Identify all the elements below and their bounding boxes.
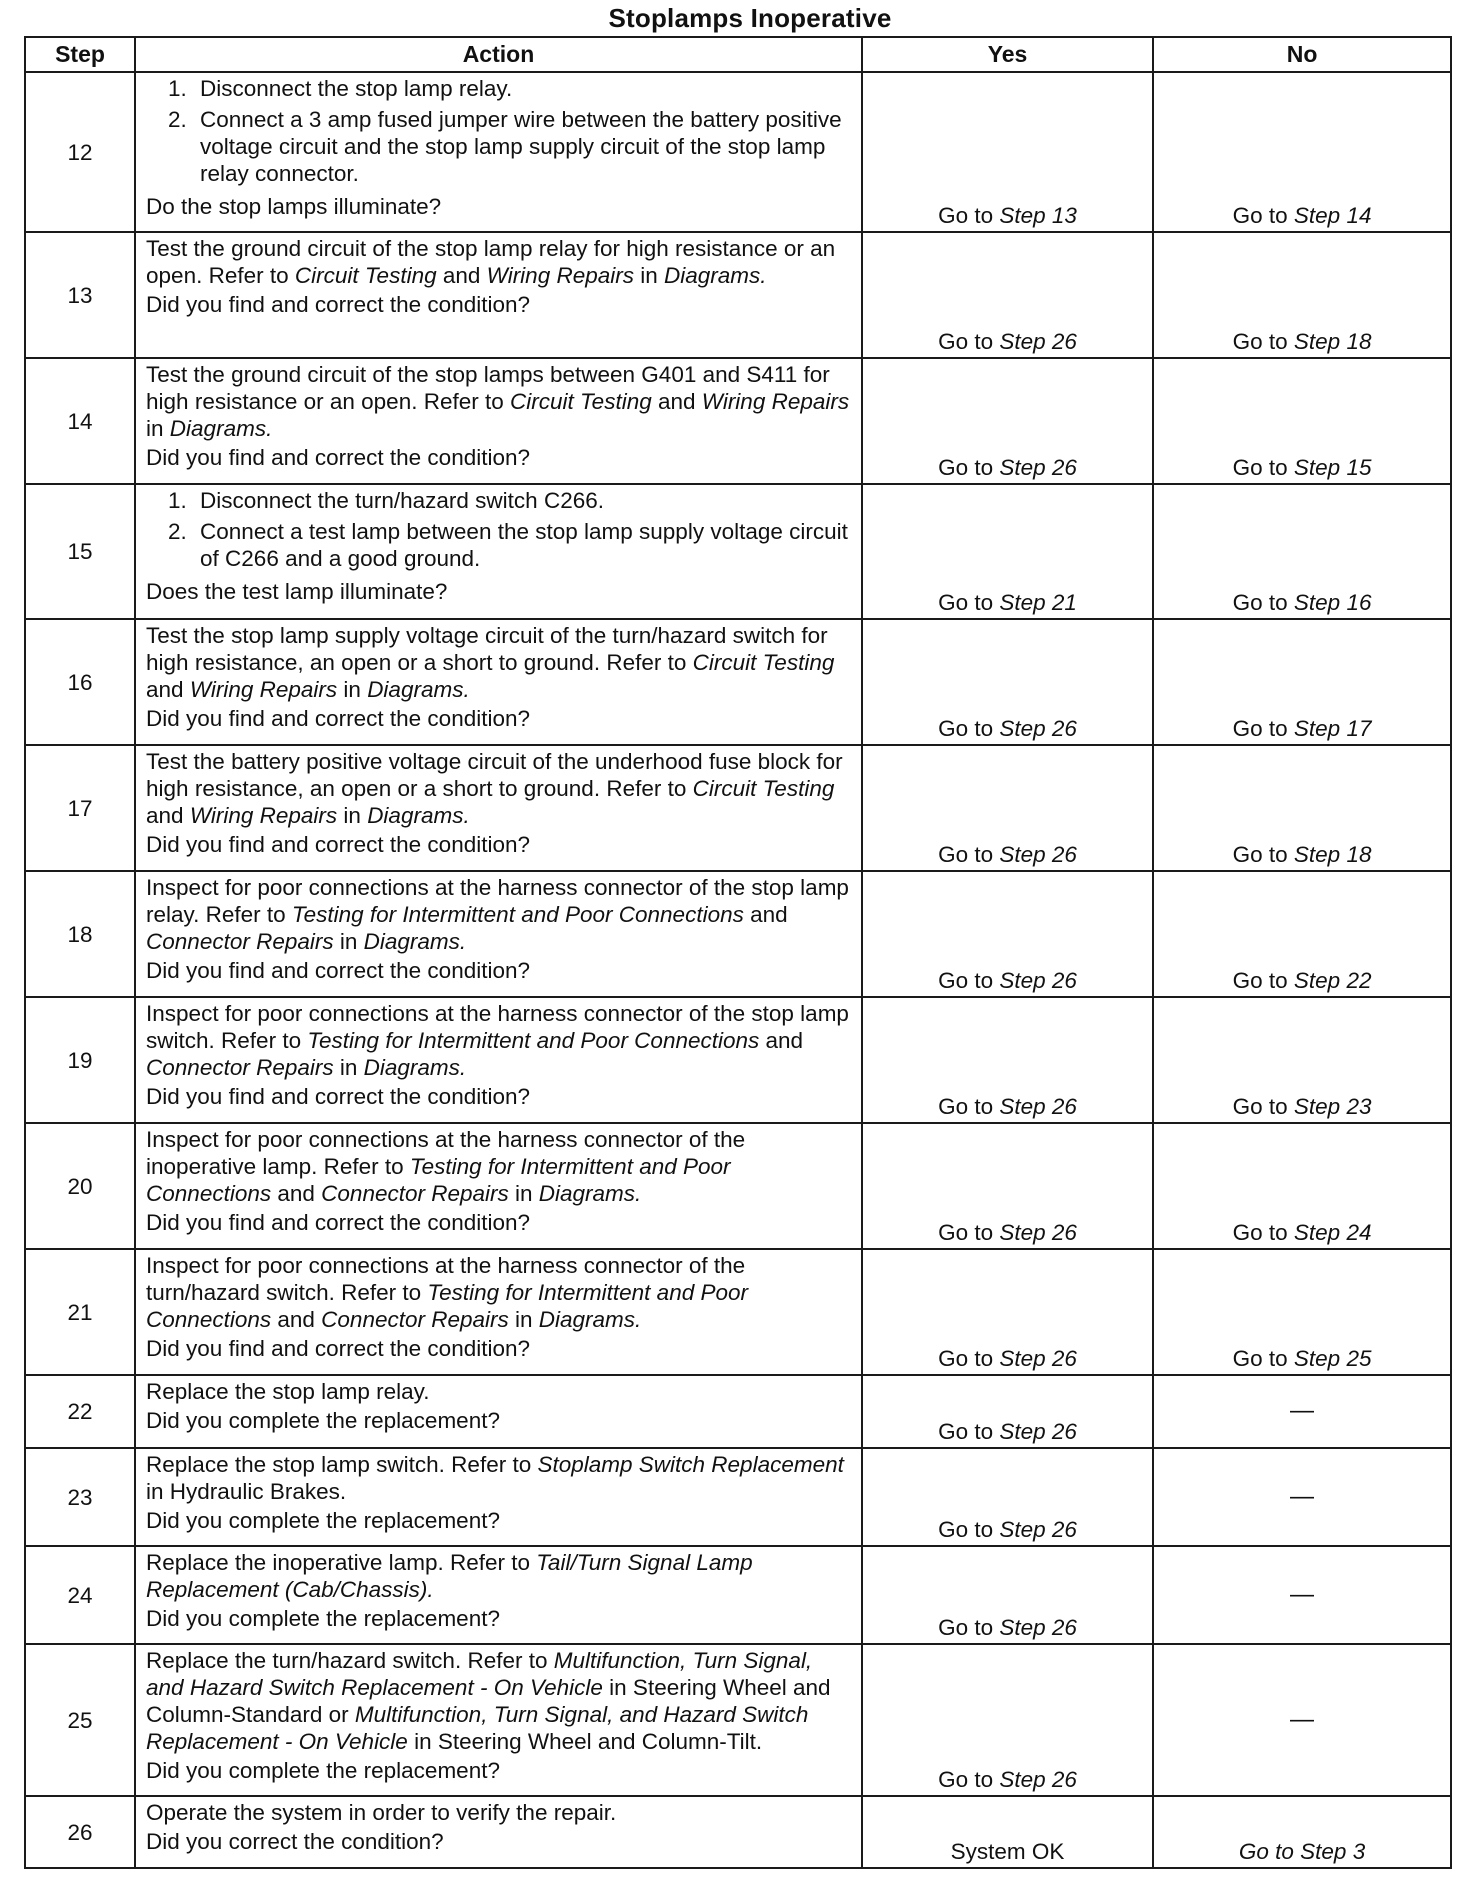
text-run: Go to (938, 1346, 1000, 1371)
text-run: in (634, 263, 665, 288)
step-number: 18 (25, 871, 135, 997)
text-run: in (508, 1307, 539, 1332)
text-run: Go to (1232, 455, 1294, 480)
italic-reference: Diagrams. (367, 677, 470, 702)
text-run: Go to (938, 1615, 1000, 1640)
instruction-text (146, 1000, 853, 1081)
text-run: and (146, 803, 190, 828)
instruction-text (146, 748, 853, 829)
yes-result (862, 1546, 1153, 1644)
step-number: 22 (25, 1375, 135, 1448)
italic-reference: Go to Step 3 (1238, 1839, 1366, 1864)
text-run: Go to (938, 1517, 1000, 1542)
table-row (25, 1375, 1451, 1448)
italic-reference: Step 25 (1293, 1346, 1372, 1371)
text-run: in Steering Wheel and Column-Standard or (146, 1675, 831, 1727)
italic-reference: Testing for Intermittent and Poor Connections (291, 902, 744, 927)
text-run: Replace the inoperative lamp. Refer to (146, 1550, 537, 1575)
instruction-text (200, 106, 853, 187)
no-result (1153, 871, 1451, 997)
text-run: in (337, 803, 368, 828)
italic-reference: Circuit Testing (692, 776, 835, 801)
text-run: in Steering Wheel and Column-Tilt. (407, 1729, 763, 1754)
action-cell (135, 1546, 862, 1644)
question-text: Does the test lamp illuminate? (146, 579, 448, 604)
text-run: Go to (1232, 842, 1294, 867)
yes-result (862, 619, 1153, 745)
page-title: Stoplamps Inoperative (608, 3, 892, 33)
italic-reference: Step 26 (999, 1346, 1077, 1371)
italic-reference: Step 13 (999, 203, 1077, 228)
instruction-text (146, 622, 853, 703)
italic-reference: Diagrams. (169, 416, 273, 441)
text-run: Inspect for poor connections at the harness connector of the stop lamp relay. Refer to (146, 875, 849, 927)
no-result (1153, 1123, 1451, 1249)
instruction-number: 2. (168, 519, 187, 544)
action-content (146, 874, 853, 984)
text-run: Go to (938, 455, 1000, 480)
instruction-text (146, 1378, 853, 1405)
text-run: Inspect for poor connections at the harness connector of the inoperative lamp. Refer to (146, 1127, 746, 1179)
italic-reference: Step 16 (1293, 590, 1372, 615)
action-content (146, 622, 853, 732)
italic-reference: Connector Repairs (146, 1055, 334, 1080)
step-number: 25 (25, 1644, 135, 1796)
italic-reference: Diagrams. (538, 1307, 642, 1332)
column-header-no: No (1153, 37, 1451, 72)
italic-reference: Wiring Repairs (701, 389, 850, 414)
italic-reference: Step 18 (1293, 329, 1372, 354)
step-number: 15 (25, 484, 135, 619)
italic-reference: Step 17 (1293, 716, 1372, 741)
action-content (146, 1252, 853, 1362)
no-result (1153, 1796, 1451, 1868)
text-run: in (333, 1055, 364, 1080)
action-cell (135, 358, 862, 484)
text-run: Replace the stop lamp relay. (146, 1379, 430, 1404)
instruction-text (146, 1451, 853, 1505)
text-run: and (146, 677, 190, 702)
text-run: Go to (1232, 1220, 1294, 1245)
text-run: Disconnect the stop lamp relay. (200, 76, 513, 101)
question-text: Did you correct the condition? (146, 1829, 444, 1854)
question-text: Did you complete the replacement? (146, 1758, 500, 1783)
text-run: and (271, 1307, 322, 1332)
text-run: Go to (938, 1220, 1000, 1245)
italic-reference: Wiring Repairs (189, 677, 338, 702)
text-run: Disconnect the turn/hazard switch C266. (200, 488, 604, 513)
italic-reference: Step 23 (1293, 1094, 1372, 1119)
no-result (1153, 1644, 1451, 1796)
text-run: Inspect for poor connections at the harness connector of the turn/hazard switch. Refer to (146, 1253, 746, 1305)
action-cell (135, 745, 862, 871)
step-number: 23 (25, 1448, 135, 1546)
italic-reference: Step 26 (999, 329, 1077, 354)
text-run: and (743, 902, 788, 927)
column-header-yes: Yes (862, 37, 1153, 72)
italic-reference: Step 26 (999, 1419, 1077, 1444)
text-run: in (508, 1181, 539, 1206)
italic-reference: Step 26 (999, 1517, 1077, 1542)
italic-reference: Testing for Intermittent and Poor Connections (307, 1028, 760, 1053)
italic-reference: Connector Repairs (321, 1181, 509, 1206)
italic-reference: Step 26 (999, 455, 1077, 480)
italic-reference: Step 14 (1293, 203, 1372, 228)
table-row (25, 1796, 1451, 1868)
question-text: Did you find and correct the condition? (146, 958, 531, 983)
instruction-number: 2. (168, 107, 187, 132)
instruction-text (146, 1799, 853, 1826)
italic-reference: Step 26 (999, 716, 1077, 741)
text-run: Go to (1232, 329, 1294, 354)
italic-reference: Diagrams. (367, 803, 470, 828)
text-run: System OK (950, 1839, 1065, 1864)
instruction-text (200, 518, 853, 572)
table-body (25, 72, 1451, 1868)
italic-reference: Diagrams. (538, 1181, 642, 1206)
italic-reference: Wiring Repairs (486, 263, 634, 288)
text-run: Replace the turn/hazard switch. Refer to (146, 1648, 554, 1673)
action-cell (135, 1796, 862, 1868)
diagnostic-table (24, 36, 1452, 1869)
action-content (146, 75, 853, 220)
italic-reference: Step 18 (1293, 842, 1372, 867)
table-row (25, 997, 1451, 1123)
step-number: 13 (25, 232, 135, 358)
text-run: Go to (938, 1767, 1000, 1792)
instruction-text (200, 75, 853, 102)
numbered-instruction (146, 75, 853, 102)
italic-reference: Diagrams. (363, 1055, 467, 1080)
italic-reference: Step 24 (1293, 1220, 1372, 1245)
text-run: Go to (938, 590, 1000, 615)
italic-reference: Multifunction, Turn Signal, and Hazard Switch Replacement - On Vehicle (146, 1648, 813, 1700)
text-run: Go to (938, 842, 1000, 867)
yes-result (862, 358, 1153, 484)
text-run: Test the ground circuit of the stop lamp relay for high resistance or an open. Refer to (146, 236, 836, 288)
italic-reference: Multifunction, Turn Signal, and Hazard Switch Replacement - On Vehicle (146, 1702, 809, 1754)
action-content (146, 1647, 853, 1784)
action-content (146, 1126, 853, 1236)
numbered-instruction (146, 487, 853, 514)
step-number: 17 (25, 745, 135, 871)
italic-reference: Wiring Repairs (189, 803, 338, 828)
instruction-text (146, 874, 853, 955)
yes-result (862, 484, 1153, 619)
italic-reference: Diagrams. (664, 263, 767, 288)
table-row (25, 871, 1451, 997)
action-content (146, 748, 853, 858)
no-result (1153, 72, 1451, 232)
instruction-text (146, 361, 853, 442)
italic-reference: Diagrams. (363, 929, 467, 954)
instruction-number: 1. (168, 488, 187, 513)
column-header-action: Action (135, 37, 862, 72)
italic-reference: Step 21 (999, 590, 1077, 615)
step-number: 21 (25, 1249, 135, 1375)
italic-reference: Circuit Testing (294, 263, 437, 288)
text-run: — (1290, 1705, 1315, 1733)
table-row (25, 1546, 1451, 1644)
action-cell (135, 232, 862, 358)
text-run: Go to (1232, 716, 1294, 741)
no-result (1153, 1546, 1451, 1644)
question-text: Did you complete the replacement? (146, 1606, 500, 1631)
text-run: Go to (1232, 590, 1294, 615)
text-run: Go to (938, 1094, 1000, 1119)
instruction-text (146, 1252, 853, 1333)
question-text: Did you find and correct the condition? (146, 292, 531, 317)
italic-reference: Circuit Testing (692, 650, 835, 675)
table-row (25, 358, 1451, 484)
table-row (25, 1123, 1451, 1249)
column-header-step: Step (25, 37, 135, 72)
text-run: Go to (938, 968, 1000, 993)
action-content (146, 1451, 853, 1534)
document-page (24, 0, 1452, 1869)
yes-result (862, 1448, 1153, 1546)
italic-reference: Connector Repairs (146, 929, 334, 954)
text-run: Test the ground circuit of the stop lamps between G401 and S411 for high resistance or an open. Refer to (146, 362, 830, 414)
italic-reference: Connector Repairs (321, 1307, 509, 1332)
text-run: Go to (938, 716, 1000, 741)
text-run: Go to (1232, 968, 1294, 993)
table-row (25, 484, 1451, 619)
yes-result (862, 1123, 1153, 1249)
no-result (1153, 358, 1451, 484)
instruction-text (146, 1549, 853, 1603)
action-content (146, 1000, 853, 1110)
yes-result (862, 745, 1153, 871)
text-run: in (333, 929, 364, 954)
action-content (146, 487, 853, 605)
text-run: Go to (1232, 1346, 1294, 1371)
text-run: Inspect for poor connections at the harness connector of the stop lamp switch. Refer to (146, 1001, 849, 1053)
no-result (1153, 484, 1451, 619)
text-run: — (1290, 1580, 1315, 1608)
text-run: Replace the stop lamp switch. Refer to (146, 1452, 538, 1477)
action-cell (135, 1123, 862, 1249)
italic-reference: Testing for Intermittent and Poor Connections (146, 1154, 731, 1206)
italic-reference: Step 26 (999, 842, 1077, 867)
no-result (1153, 997, 1451, 1123)
question-text: Did you find and correct the condition? (146, 832, 531, 857)
table-row (25, 1448, 1451, 1546)
table-row (25, 1644, 1451, 1796)
text-run: and (759, 1028, 804, 1053)
italic-reference: Step 26 (999, 1094, 1077, 1119)
italic-reference: Stoplamp Switch Replacement (537, 1452, 844, 1477)
table-row (25, 232, 1451, 358)
action-cell (135, 72, 862, 232)
text-run: in Hydraulic Brakes. (146, 1479, 347, 1504)
italic-reference: Testing for Intermittent and Poor Connections (146, 1280, 748, 1332)
italic-reference: Step 26 (999, 968, 1077, 993)
action-content (146, 235, 853, 318)
text-run: Go to (938, 1419, 1000, 1444)
action-cell (135, 484, 862, 619)
text-run: Go to (1232, 203, 1294, 228)
instruction-text (200, 487, 853, 514)
action-cell (135, 997, 862, 1123)
question-text: Did you complete the replacement? (146, 1408, 500, 1433)
action-content (146, 1549, 853, 1632)
yes-result (862, 72, 1153, 232)
yes-result (862, 1644, 1153, 1796)
instruction-text (146, 235, 853, 289)
action-content (146, 361, 853, 471)
no-result (1153, 1375, 1451, 1448)
instruction-text (146, 1126, 853, 1207)
step-number: 26 (25, 1796, 135, 1868)
header-row (25, 37, 1451, 72)
text-run: and (651, 389, 702, 414)
no-result (1153, 745, 1451, 871)
numbered-instruction (146, 518, 853, 572)
italic-reference: Step 26 (999, 1220, 1077, 1245)
text-run: Connect a 3 amp fused jumper wire between the battery positive voltage circuit and the stop lamp supply circuit of the stop lamp relay connector. (200, 107, 842, 186)
text-run: Go to (1232, 1094, 1294, 1119)
step-number: 12 (25, 72, 135, 232)
step-number: 16 (25, 619, 135, 745)
table-row (25, 72, 1451, 232)
text-run: Test the stop lamp supply voltage circuit of the turn/hazard switch for high resistance, an open or a short to ground. Refer to (146, 623, 828, 675)
no-result (1153, 232, 1451, 358)
question-text: Did you find and correct the condition? (146, 1336, 531, 1361)
italic-reference: Step 15 (1293, 455, 1372, 480)
action-cell (135, 1644, 862, 1796)
instruction-text (146, 1647, 853, 1755)
text-run: Go to (938, 329, 1000, 354)
italic-reference: Circuit Testing (510, 389, 652, 414)
action-content (146, 1378, 853, 1434)
action-content (146, 1799, 853, 1855)
yes-result (862, 1796, 1153, 1868)
action-cell (135, 871, 862, 997)
text-run: Test the battery positive voltage circuit of the underhood fuse block for high resistance, an open or a short to ground. Refer to (146, 749, 843, 801)
text-run: in (146, 416, 170, 441)
step-number: 14 (25, 358, 135, 484)
step-number: 20 (25, 1123, 135, 1249)
question-text: Do the stop lamps illuminate? (146, 194, 442, 219)
no-result (1153, 619, 1451, 745)
instruction-number: 1. (168, 76, 187, 101)
no-result (1153, 1249, 1451, 1375)
action-cell (135, 619, 862, 745)
table-row (25, 619, 1451, 745)
text-run: and (271, 1181, 322, 1206)
action-cell (135, 1448, 862, 1546)
yes-result (862, 1375, 1153, 1448)
italic-reference: Step 26 (999, 1615, 1077, 1640)
step-number: 24 (25, 1546, 135, 1644)
question-text: Did you complete the replacement? (146, 1508, 500, 1533)
action-cell (135, 1249, 862, 1375)
table-row (25, 745, 1451, 871)
text-run: Operate the system in order to verify the repair. (146, 1800, 617, 1825)
question-text: Did you find and correct the condition? (146, 706, 531, 731)
text-run: — (1290, 1482, 1315, 1510)
question-text: Did you find and correct the condition? (146, 445, 531, 470)
step-number: 19 (25, 997, 135, 1123)
italic-reference: Step 22 (1293, 968, 1372, 993)
action-cell (135, 1375, 862, 1448)
table-row (25, 1249, 1451, 1375)
numbered-instruction (146, 106, 853, 187)
yes-result (862, 871, 1153, 997)
text-run: and (436, 263, 487, 288)
text-run: Connect a test lamp between the stop lamp supply voltage circuit of C266 and a good ground. (200, 519, 848, 571)
table-header (25, 37, 1451, 72)
yes-result (862, 1249, 1153, 1375)
question-text: Did you find and correct the condition? (146, 1084, 531, 1109)
yes-result (862, 997, 1153, 1123)
italic-reference: Step 26 (999, 1767, 1077, 1792)
text-run: Go to (938, 203, 1000, 228)
italic-reference: Tail/Turn Signal Lamp Replacement (Cab/Chassis). (146, 1550, 753, 1602)
text-run: in (337, 677, 368, 702)
question-text: Did you find and correct the condition? (146, 1210, 531, 1235)
text-run: — (1290, 1397, 1315, 1424)
no-result (1153, 1448, 1451, 1546)
yes-result (862, 232, 1153, 358)
